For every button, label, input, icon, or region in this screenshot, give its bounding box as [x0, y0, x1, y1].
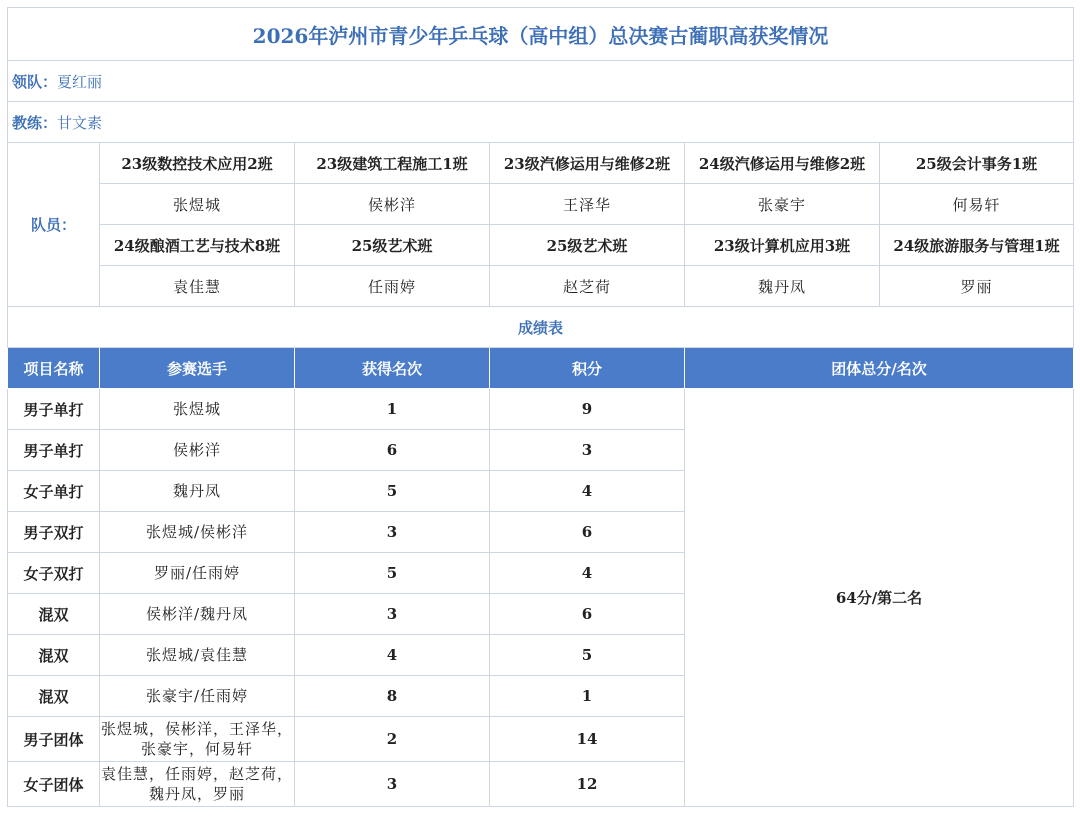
- rank-cell: 4: [295, 635, 490, 676]
- players-cell: 张豪宇/任雨婷: [100, 676, 295, 717]
- member-class: 23级计算机应用3班: [685, 225, 880, 266]
- event-cell: 混双: [8, 676, 100, 717]
- event-cell: 男子双打: [8, 512, 100, 553]
- member-name: 侯彬洋: [295, 184, 490, 225]
- award-table: [7, 7, 1074, 807]
- col-header-rank: 获得名次: [295, 348, 490, 389]
- players-cell: 张煜城: [100, 389, 295, 430]
- rank-cell: 3: [295, 512, 490, 553]
- leader-name: 夏红丽: [57, 72, 103, 91]
- member-name: 任雨婷: [295, 266, 490, 307]
- rank-cell: 3: [295, 594, 490, 635]
- players-cell: 魏丹凤: [100, 471, 295, 512]
- rank-cell: 6: [295, 430, 490, 471]
- member-name: 张豪宇: [685, 184, 880, 225]
- event-cell: 女子单打: [8, 471, 100, 512]
- members-label: 队员：: [8, 143, 100, 307]
- rank-cell: 3: [295, 762, 490, 807]
- leader-row: [8, 61, 1074, 102]
- points-cell: 6: [490, 512, 685, 553]
- players-cell: 袁佳慧，任雨婷，赵芝荷，魏丹凤，罗丽: [100, 762, 295, 807]
- event-cell: 女子团体: [8, 762, 100, 807]
- member-class: 24级旅游服务与管理1班: [880, 225, 1074, 266]
- award-sheet: [7, 7, 1073, 807]
- rank-cell: 8: [295, 676, 490, 717]
- points-cell: 5: [490, 635, 685, 676]
- rank-cell: 1: [295, 389, 490, 430]
- rank-cell: 2: [295, 717, 490, 762]
- points-cell: 9: [490, 389, 685, 430]
- event-cell: 男子团体: [8, 717, 100, 762]
- points-cell: 12: [490, 762, 685, 807]
- points-cell: 4: [490, 471, 685, 512]
- players-cell: 侯彬洋/魏丹凤: [100, 594, 295, 635]
- member-class: 24级汽修运用与维修2班: [685, 143, 880, 184]
- event-cell: 混双: [8, 635, 100, 676]
- member-name: 袁佳慧: [100, 266, 295, 307]
- points-cell: 4: [490, 553, 685, 594]
- event-cell: 混双: [8, 594, 100, 635]
- member-name: 何易轩: [880, 184, 1074, 225]
- coach-name: 甘文素: [57, 113, 103, 132]
- players-cell: 罗丽/任雨婷: [100, 553, 295, 594]
- rank-cell: 5: [295, 471, 490, 512]
- member-name: 赵芝荷: [490, 266, 685, 307]
- results-subtitle: 成绩表: [8, 307, 1074, 348]
- col-header-players: 参赛选手: [100, 348, 295, 389]
- event-cell: 男子单打: [8, 389, 100, 430]
- col-header-team-total: 团体总分/名次: [685, 348, 1074, 389]
- event-cell: 男子单打: [8, 430, 100, 471]
- leader-label: 领队：: [12, 72, 58, 91]
- member-class: 23级数控技术应用2班: [100, 143, 295, 184]
- players-cell: 张煜城/侯彬洋: [100, 512, 295, 553]
- member-class: 25级会计事务1班: [880, 143, 1074, 184]
- rank-cell: 5: [295, 553, 490, 594]
- member-class: 25级艺术班: [295, 225, 490, 266]
- member-class: 25级艺术班: [490, 225, 685, 266]
- points-cell: 6: [490, 594, 685, 635]
- coach-label: 教练：: [12, 113, 58, 132]
- team-total-cell: 64分/第二名: [685, 389, 1074, 807]
- col-header-points: 积分: [490, 348, 685, 389]
- member-class: 24级酿酒工艺与技术8班: [100, 225, 295, 266]
- players-cell: 侯彬洋: [100, 430, 295, 471]
- players-cell: 张煜城/袁佳慧: [100, 635, 295, 676]
- member-name: 张煜城: [100, 184, 295, 225]
- players-cell: 张煜城，侯彬洋，王泽华，张豪宇，何易轩: [100, 717, 295, 762]
- coach-row: [8, 102, 1074, 143]
- event-cell: 女子双打: [8, 553, 100, 594]
- table-row: [8, 389, 1074, 430]
- member-name: 王泽华: [490, 184, 685, 225]
- member-class: 23级建筑工程施工1班: [295, 143, 490, 184]
- points-cell: 14: [490, 717, 685, 762]
- member-class: 23级汽修运用与维修2班: [490, 143, 685, 184]
- member-name: 罗丽: [880, 266, 1074, 307]
- col-header-event: 项目名称: [8, 348, 100, 389]
- points-cell: 3: [490, 430, 685, 471]
- member-name: 魏丹凤: [685, 266, 880, 307]
- page-title: 2026年泸州市青少年乒乓球（高中组）总决赛古蔺职高获奖情况: [8, 8, 1074, 61]
- points-cell: 1: [490, 676, 685, 717]
